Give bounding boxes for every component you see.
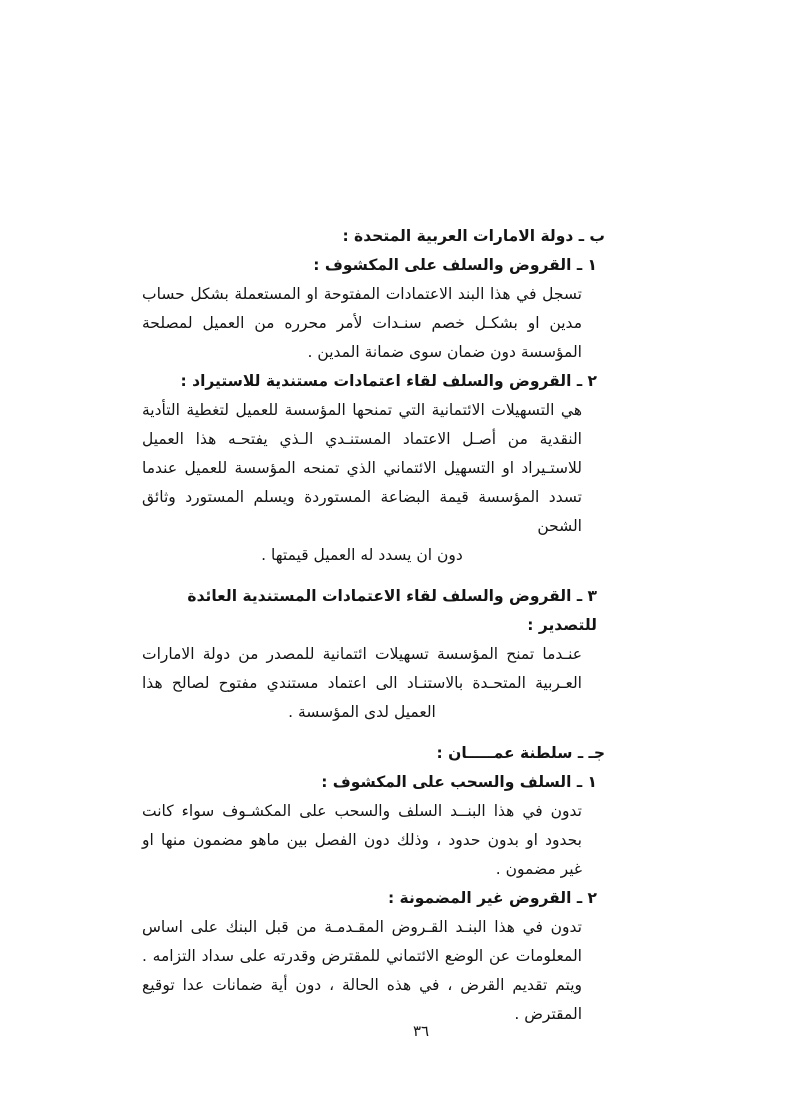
paragraph-line: النقدية من أصـل الاعتماد المستنـدي الـذي يفتحـه هذا العميل <box>142 430 582 448</box>
heading-level1: جـ ـ سلطنة عمـــــان : <box>436 744 605 762</box>
paragraph-line: تسدد المؤسسة قيمة البضاعة المستوردة ويسلم المستورد وثائق الشحن <box>142 488 582 535</box>
paragraph-line: تدون في هذا البنــد السلف والسحب على المكشـوف سواء كانت <box>142 802 582 820</box>
paragraph-line: تدون في هذا البنـد القـروض المقـدمـة من قبل البنك على اساس <box>142 918 582 936</box>
paragraph-line: هي التسهيلات الائتمانية التي تمنحها المؤسسة للعميل لتغطية التأدية <box>142 401 582 419</box>
paragraph <box>142 396 582 570</box>
paragraph-line: غير مضمون . <box>495 860 582 878</box>
paragraph <box>142 280 582 367</box>
page-number: ٣٦ <box>412 1022 430 1040</box>
paragraph-line: عنـدما تمنح المؤسسة تسهيلات ائتمانية للمصدر من دولة الامارات <box>142 645 582 663</box>
paragraph <box>142 640 582 727</box>
paragraph-line: بحدود او بدون حدود ، وذلك دون الفصل بين ماهو مضمون منها او <box>142 831 582 849</box>
paragraph <box>142 797 582 884</box>
heading-level2: ٢ ـ القروض غير المضمونة : <box>387 889 597 907</box>
paragraph-line: دون ان يسدد له العميل قيمتها . <box>261 546 463 564</box>
heading-level2: ١ ـ القروض والسلف على المكشوف : <box>313 256 597 274</box>
paragraph-line: المؤسسة دون ضمان سوى ضمانة المدين . <box>307 343 582 361</box>
paragraph-line: ويتم تقديم القرض ، في هذه الحالة ، دون أية ضمانات عدا توقيع <box>142 976 582 994</box>
paragraph-line: المعلومات عن الوضع الائتماني للمقترض وقدرته على سداد التزامه . <box>142 947 582 965</box>
heading-level2: ٣ ـ القروض والسلف لقاء الاعتمادات المستندية العائدة للتصدير : <box>187 587 597 634</box>
paragraph-line: المقترض . <box>514 1005 582 1023</box>
paragraph-line: مدين او بشكـل خصم سنـدات لأمر محرره من العميل لمصلحة <box>142 314 582 332</box>
document-sections <box>142 222 605 1029</box>
paragraph-line: العـربية المتحـدة بالاستنـاد الى اعتماد مستندي مفتوح لصالح هذا <box>142 674 582 692</box>
heading-level1: ب ـ دولة الامارات العربية المتحدة : <box>342 227 605 245</box>
heading-level2: ١ ـ السلف والسحب على المكشوف : <box>321 773 597 791</box>
heading-level2: ٢ ـ القروض والسلف لقاء اعتمادات مستندية للاستيراد : <box>180 372 597 390</box>
paragraph-line: العميل لدى المؤسسة . <box>288 703 436 721</box>
paragraph-line: تسجل في هذا البند الاعتمادات المفتوحة او المستعملة بشكل حساب <box>142 285 582 303</box>
paragraph-line: للاستـيراد او التسهيل الائتماني الذي تمنحه المؤسسة للعميل عندما <box>142 459 582 477</box>
paragraph <box>142 913 582 1029</box>
